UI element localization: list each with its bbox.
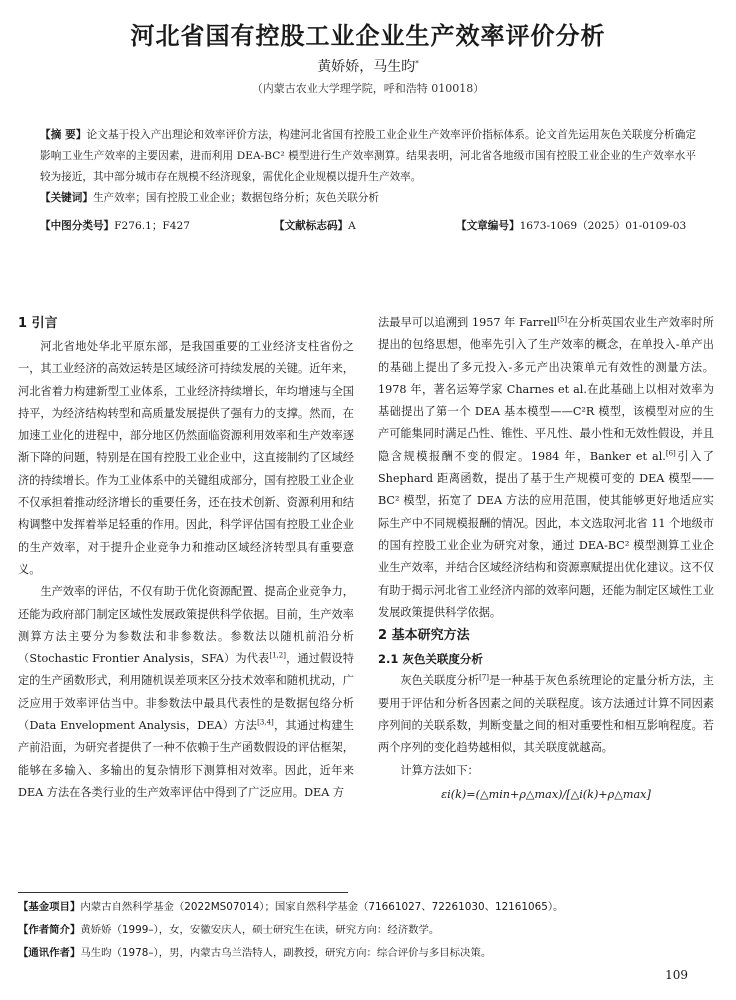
footnote-divider [18,892,348,893]
citation: [3,4] [257,718,274,727]
calculation-intro: 计算方法如下： [400,763,479,777]
corresponding-label: 【通讯作者】 [18,947,81,959]
classification-label: 【中图分类号】 [40,220,115,232]
affiliation: （内蒙古农业大学理学院，呼和浩特 010018） [251,82,485,95]
keywords [40,188,696,209]
abstract-text: 论文基于投入产出理论和效率评价方法，构建河北省国有控股工业企业生产效率评价指标体系。论文首先运用灰色关联度分析确定影响工业生产效率的主要因素，进而利用 DEA-BC² 模型进行生产效率测算。结果表明，河北省各地级市国有控股工业企业的生产效率水平较为接近，其中部分城市存在规模不经济现象，需优化企业规模以提升生产效率。 [40,129,696,183]
text-run: 在分析英国农业生产效率时所提出的包络思想，他率先引入了生产效率的概念，在单投入-单产出的基础上提出了多元投入-多元产出决策单元有效性的测量方法。1978 年，著名运筹学家 Charnes et al.在此基础上以相对效率为基础提出了第一个 DEA 基本模型——C²R 模型，该模型对应的生产可能集同时满足凸性、锥性、平凡性、最小性和无效性假设，并且隐含规模报酬不变的假定。1984 年，Banker et al. [378,316,714,463]
subsection-2-1-heading: 2.1 灰色关联度分析 [378,652,483,667]
classification-text: F276.1；F427 [114,220,190,232]
keywords-text: 生产效率；国有控股工业企业；数据包络分析；灰色关联分析 [92,192,379,204]
abstract [40,125,696,188]
formula: εi(k)=(△min+ρ△max)/[△i(k)+ρ△max] [441,787,651,801]
right-column [378,312,714,806]
author-bio-label: 【作者简介】 [18,924,81,936]
citation: [1,2] [269,651,286,660]
text-run: 灰色关联度分析 [400,674,480,688]
author-mark: * [415,59,419,68]
fund-label: 【基金项目】 [18,901,81,913]
text-run: ，通过假设特定的生产函数形式，利用随机误差项来区分技术效率和随机扰动，广泛应用于效率评估当中。非参数法中最具代表性的是数据包络分析（Data Envelopment Analysis，DEA）方法 [18,652,354,733]
doc-code-text: A [348,220,356,232]
author-bio-text: 黄娇娇（1999–），女，安徽安庆人，硕士研究生在读，研究方向：经济数学。 [80,924,440,936]
footnote-fund [18,896,718,919]
doc-code-label: 【文献标志码】 [274,220,349,232]
citation: [7] [479,673,490,682]
article-number [456,216,686,237]
paragraph-grey-relational [378,670,714,759]
corresponding-text: 马生昀（1978–），男，内蒙古乌兰浩特人，副教授，研究方向：综合评价与多目标决策。 [80,947,492,959]
text-run: 法最早可以追溯到 1957 年 Farrell [378,316,558,329]
footnotes [18,896,718,965]
left-column [18,312,354,804]
abstract-label: 【摘 要】 [40,129,87,141]
footnote-author [18,919,718,942]
author-line [0,56,736,76]
authors: 黄娇娇，马生昀 [317,59,416,75]
keywords-label: 【关键词】 [40,192,93,204]
classification [40,216,190,237]
section-1-heading: 1 引言 [18,316,58,331]
paragraph-intro-2 [18,581,354,804]
abstract-block [40,125,696,209]
article-number-text: 1673-1069（2025）01-0109-03 [519,220,687,232]
text-run: ，其通过构建生产前沿面，为研究者提供了一种不依赖于生产函数假设的评估框架，能够在多输入、多输出的复杂情形下测算相对效率。因此，近年来 DEA 方法在各类行业的生产效率评估中得到了广泛应用。DEA 方 [18,719,354,799]
paper-title: 河北省国有控股工业企业生产效率评价分析 [130,22,606,50]
text-run: 引入了 Shephard 距离函数，提出了基于生产规模可变的 DEA 模型——BC² 模型，拓宽了 DEA 方法的应用范围，使其能够更好地适应实际生产中不同规模报酬的情况。因此，本文选取河北省 11 个地级市的国有控股工业企业为研究对象，通过 DEA-BC² 模型测算工业企业生产效率，并结合区域经济结构和资源禀赋提出优化建议。这不仅有助于揭示河北省工业经济内部的效率问题，还能为制定区域性工业发展政策提供科学依据。 [378,449,714,619]
doc-code [274,216,356,237]
text-run: 是一种基于灰色系统理论的定量分析方法，主要用于评估和分析各因素之间的关联程度。该方法通过计算不同因素序列间的关联系数，判断变量之间的相对重要性和相互影响程度。若两个序列的变化趋势越相似，其关联度就越高。 [378,674,714,755]
citation: [5] [557,315,568,324]
citation: [6] [665,449,676,458]
article-number-label: 【文章编号】 [456,220,520,232]
paragraph-intro-1: 河北省地处华北平原东部，是我国重要的工业经济支柱省份之一，其工业经济的高效运转是区域经济可持续发展的关键。近年来，河北省着力构建新型工业体系，工业经济持续增长，年均增速与全国持平，为经济结构转型和高质量发展提供了强有力的支撑。然而，在加速工业化的进程中，部分地区仍然面临资源利用效率和生产效率逐渐下降的问题，特别是在国有控股工业企业中，这直接制约了区域经济的持续增长。作为工业体系中的关键组成部分，国有控股工业企业不仅承担着推动经济增长的重要任务，还在技术创新、资源利用和结构调整中发挥着举足轻重的作用。因此，科学评估国有控股工业企业的生产效率，对于提升企业竞争力和推动区域经济转型具有重要意义。 [18,340,354,576]
fund-text: 内蒙古自然科学基金（2022MS07014）；国家自然科学基金（71661027、72261030、12161065）。 [80,901,564,913]
footnote-corresponding [18,942,718,965]
text-run: 生产效率的评估，不仅有助于优化资源配置、提高企业竞争力，还能为政府部门制定区域性发展政策提供科学依据。目前，生产效率测算方法主要分为参数法和非参数法。参数法以随机前沿分析（Stochastic Frontier Analysis，SFA）为代表 [18,585,354,666]
page-number: 109 [665,968,688,982]
section-2-heading: 2 基本研究方法 [378,628,470,644]
paragraph-intro-3 [378,312,714,624]
